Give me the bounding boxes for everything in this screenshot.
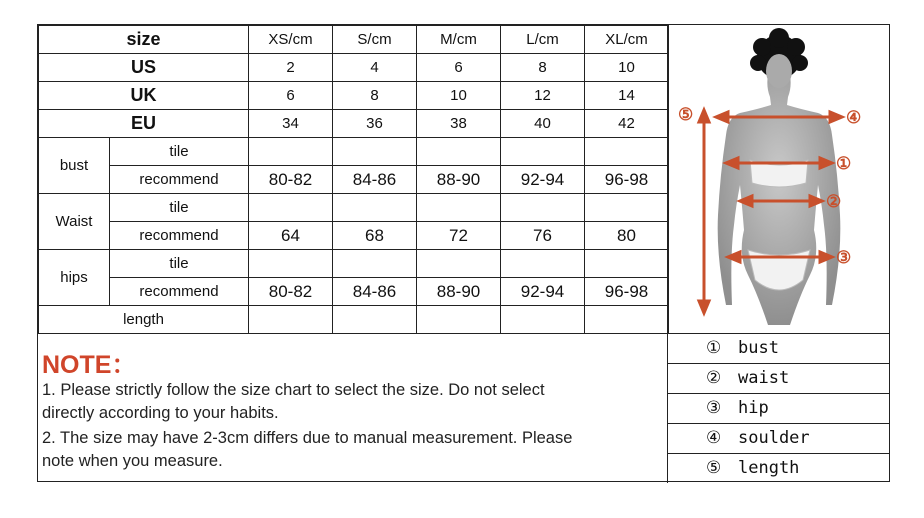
tile-value [585,250,669,278]
recommend-value: 80-82 [249,166,333,194]
note-line: directly according to your habits. [42,404,279,422]
measure-tile-row [39,194,669,222]
legend-num: ② [706,368,722,388]
size-chart-sheet [37,24,890,482]
measure-tile-row [39,250,669,278]
length-value [585,306,669,334]
recommend-value: 88-90 [417,278,501,306]
measure-label: hips [39,250,110,306]
region-value: 40 [501,110,585,138]
recommend-value: 88-90 [417,166,501,194]
legend-text: soulder [738,428,810,448]
region-label: EU [39,110,249,138]
region-value: 2 [249,54,333,82]
length-value [501,306,585,334]
size-column-header: M/cm [417,26,501,54]
region-row [39,54,669,82]
tile-label: tile [110,138,249,166]
recommend-value: 72 [417,222,501,250]
body-diagram [668,25,890,333]
tile-value [585,138,669,166]
header-size-label: size [39,26,249,54]
tile-value [333,250,417,278]
measure-recommend-row [39,222,669,250]
marker-length: ⑤ [678,105,694,125]
recommend-value: 68 [333,222,417,250]
marker-hip: ③ [836,248,852,268]
length-label: length [39,306,249,334]
region-value: 8 [333,82,417,110]
tile-value [417,250,501,278]
measure-tile-row [39,138,669,166]
region-row [39,82,669,110]
recommend-value: 76 [501,222,585,250]
marker-waist: ② [826,192,842,212]
recommend-value: 64 [249,222,333,250]
size-column-header: XL/cm [585,26,669,54]
tile-value [585,194,669,222]
size-table [38,25,669,334]
length-value [249,306,333,334]
recommend-label: recommend [110,278,249,306]
legend-num: ④ [706,428,722,448]
region-value: 14 [585,82,669,110]
tile-value [333,138,417,166]
tile-label: tile [110,194,249,222]
legend-item-shoulder [668,423,890,453]
length-value [333,306,417,334]
region-value: 34 [249,110,333,138]
region-label: UK [39,82,249,110]
recommend-value: 84-86 [333,278,417,306]
region-value: 8 [501,54,585,82]
tile-label: tile [110,250,249,278]
measure-recommend-row [39,278,669,306]
legend-num: ⑤ [706,458,722,478]
note-line: 2. The size may have 2-3cm differs due to manual measurement. Please [42,429,573,447]
tile-value [501,138,585,166]
legend-item-bust [668,333,890,363]
legend-item-hip [668,393,890,423]
recommend-label: recommend [110,166,249,194]
tile-value [501,250,585,278]
note-line: 1. Please strictly follow the size chart to select the size. Do not select [42,381,545,399]
legend-num: ③ [706,398,722,418]
region-row [39,110,669,138]
region-value: 6 [417,54,501,82]
recommend-value: 80-82 [249,278,333,306]
region-value: 10 [417,82,501,110]
note-title: NOTE： [42,351,137,379]
size-column-header: XS/cm [249,26,333,54]
tile-value [249,194,333,222]
recommend-value: 92-94 [501,166,585,194]
tile-value [501,194,585,222]
recommend-label: recommend [110,222,249,250]
length-row [39,306,669,334]
recommend-value: 96-98 [585,278,669,306]
measure-label: Waist [39,194,110,250]
legend-num: ① [706,338,722,358]
measure-legend [668,333,890,483]
measure-label: bust [39,138,110,194]
size-column-header: L/cm [501,26,585,54]
marker-bust: ① [836,154,852,174]
legend-text: waist [738,368,790,388]
region-value: 38 [417,110,501,138]
legend-item-length [668,453,890,483]
tile-value [249,138,333,166]
recommend-value: 84-86 [333,166,417,194]
tile-value [249,250,333,278]
legend-item-waist [668,363,890,393]
region-value: 6 [249,82,333,110]
marker-shoulder: ④ [846,108,862,128]
legend-text: bust [738,338,779,358]
length-value [417,306,501,334]
tile-value [417,194,501,222]
tile-value [417,138,501,166]
tile-value [333,194,417,222]
legend-text: length [738,458,800,478]
body-figure [668,25,890,333]
region-label: US [39,54,249,82]
note-line: note when you measure. [42,452,223,470]
region-value: 10 [585,54,669,82]
recommend-value: 80 [585,222,669,250]
region-value: 36 [333,110,417,138]
note-section [38,333,668,481]
region-value: 12 [501,82,585,110]
measure-recommend-row [39,166,669,194]
region-value: 4 [333,54,417,82]
legend-text: hip [738,398,769,418]
size-column-header: S/cm [333,26,417,54]
recommend-value: 96-98 [585,166,669,194]
header-row [39,26,669,54]
region-value: 42 [585,110,669,138]
recommend-value: 92-94 [501,278,585,306]
